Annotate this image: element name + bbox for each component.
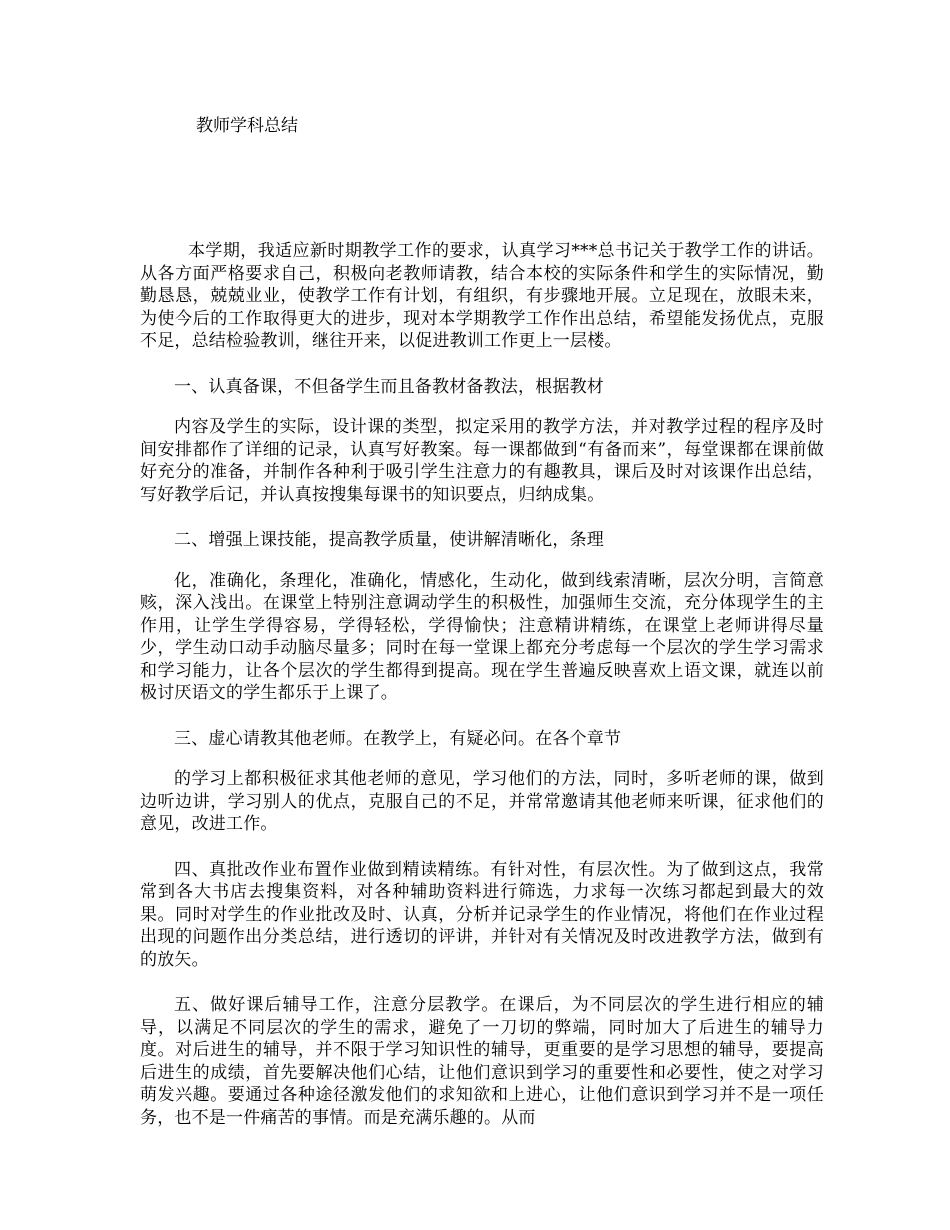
section-2-heading: 二、增强上课技能，提高教学质量，使讲解清晰化，条理 [174,530,604,550]
section-5-paragraph: 五、做好课后辅导工作，注意分层教学。在课后，为不同层次的学生进行相应的辅导，以满足不同层次的学生的需求，避免了一刀切的弊端，同时加大了后进生的辅导力度。对后进生的辅导，并不限于学习知识性的辅导，更重要的是学习思想的辅导，要提高后进生的成绩，首先要解决他们心结，让他们意识到学习的重要性和必要性，使之对学习萌发兴趣。要通过各种途径激发他们的求知欲和上进心，让他们意识到学习并不是一项任务，也不是一件痛苦的事情。而是充满乐趣的。从而 [140,995,824,1128]
document-body [140,240,824,1129]
section-1-heading: 一、认真备课，不但备学生而且备教材备教法，根据教材 [174,376,604,397]
section-3-paragraph: 的学习上都积极征求其他老师的意见，学习他们的方法，同时，多听老师的课，做到边听边讲，学习别人的优点，克服自己的不足，并常常邀请其他老师来听课，征求他们的意见，改进工作。 [140,769,824,834]
section-3-heading: 三、虚心请教其他老师。在教学上，有疑必问。在各个章节 [174,728,622,749]
section-4-paragraph: 四、真批改作业布置作业做到精读精练。有针对性，有层次性。为了做到这点，我常常到各大书店去搜集资料，对各种辅助资料进行筛选，力求每一次练习都起到最大的效果。同时对学生的作业批改及时、认真，分析并记录学生的作业情况，将他们在作业过程出现的问题作出分类总结，进行透切的评讲，并针对有关情况及时改进教学方法，做到有的放矢。 [140,859,824,970]
section-1-paragraph: 内容及学生的实际，设计课的类型，拟定采用的教学方法，并对教学过程的程序及时间安排都作了详细的记录，认真写好教案。每一课都做到“有备而来”，每堂课都在课前做好充分的准备，并制作各种利于吸引学生注意力的有趣教具，课后及时对该课作出总结，写好教学后记，并认真按搜集每课书的知识要点，归纳成集。 [140,417,824,505]
document-title: 教师学科总结 [196,116,298,136]
section-2-paragraph: 化，准确化，条理化，准确化，情感化，生动化，做到线索清晰，层次分明，言简意赅，深入浅出。在课堂上特别注意调动学生的积极性，加强师生交流，充分体现学生的主作用，让学生学得容易，学得轻松，学得愉快；注意精讲精练，在课堂上老师讲得尽量少，学生动口动手动脑尽量多；同时在每一堂课上都充分考虑每一个层次的学生学习需求和学习能力，让各个层次的学生都得到提高。现在学生普遍反映喜欢上语文课，就连以前极讨厌语文的学生都乐于上课了。 [140,570,824,703]
intro-paragraph: 本学期，我适应新时期教学工作的要求，认真学习***总书记关于教学工作的讲话。从各方面严格要求自己，积极向老教师请教，结合本校的实际条件和学生的实际情况，勤勤恳恳，兢兢业业，使教学工作有计划，有组织，有步骤地开展。立足现在，放眼未来，为使今后的工作取得更大的进步，现对本学期教学工作作出总结，希望能发扬优点，克服不足，总结检验教训，继往开来，以促进教训工作更上一层楼。 [140,241,824,351]
